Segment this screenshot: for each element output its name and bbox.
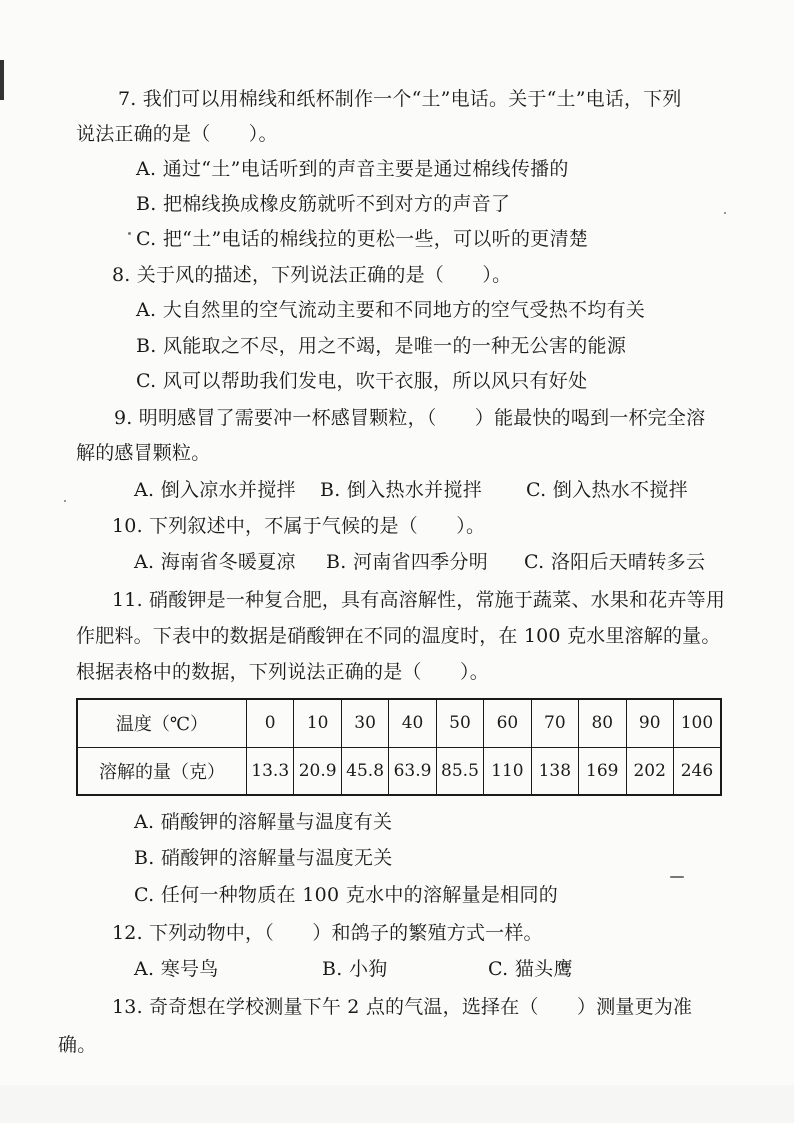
q12-stem-line1: 12. 下列动物中，（ ）和鸽子的繁殖方式一样。	[112, 922, 543, 944]
page-bottom-margin	[0, 1085, 794, 1123]
table-row-amount	[77, 747, 721, 795]
q9-stem-line2: 解的感冒颗粒。	[76, 442, 211, 464]
table-cell-temp: 50	[436, 699, 483, 747]
q13-stem-line2: 确。	[58, 1034, 97, 1056]
q7-stem-line2: 说法正确的是（ ）。	[76, 123, 278, 145]
q11-option-c: C. 任何一种物质在 100 克水中的溶解量是相同的	[134, 884, 559, 906]
table-cell-amount: 246	[673, 747, 721, 795]
q8-option-c: C. 风可以帮助我们发电，吹干衣服，所以风只有好处	[136, 370, 588, 392]
q11-option-b: B. 硝酸钾的溶解量与温度无关	[134, 847, 393, 869]
q9-option-c: C. 倒入热水不搅拌	[526, 479, 688, 501]
scan-speck	[724, 212, 726, 214]
q8-option-b: B. 风能取之不尽，用之不竭，是唯一的一种无公害的能源	[136, 335, 627, 357]
table-header-amount: 溶解的量（克）	[77, 747, 247, 795]
q9-stem-line1: 9. 明明感冒了需要冲一杯感冒颗粒，（ ）能最快的喝到一杯完全溶	[114, 407, 706, 429]
table-cell-temp: 100	[673, 699, 721, 747]
table-cell-amount: 20.9	[294, 747, 341, 795]
scan-speck	[128, 232, 131, 235]
table-cell-temp: 40	[389, 699, 436, 747]
q8-option-a: A. 大自然里的空气流动主要和不同地方的空气受热不均有关	[136, 299, 646, 321]
table-cell-temp: 30	[341, 699, 388, 747]
q10-option-b: B. 河南省四季分明	[326, 551, 489, 573]
table-cell-temp: 80	[579, 699, 626, 747]
table-cell-amount: 63.9	[389, 747, 436, 795]
q12-option-a: A. 寒号鸟	[134, 958, 219, 980]
table-cell-amount: 138	[531, 747, 578, 795]
scan-edge-mark	[0, 60, 4, 100]
q11-stem-line3: 根据表格中的数据，下列说法正确的是（ ）。	[76, 661, 489, 683]
table-cell-temp: 60	[484, 699, 531, 747]
q12-option-b: B. 小狗	[322, 958, 388, 980]
table-cell-temp: 70	[531, 699, 578, 747]
q11-stem-line2: 作肥料。下表中的数据是硝酸钾在不同的温度时，在 100 克水里溶解的量。	[76, 625, 721, 647]
table-row-temperature	[77, 699, 721, 747]
table-cell-amount: 13.3	[247, 747, 294, 795]
q11-option-a: A. 硝酸钾的溶解量与温度有关	[134, 811, 393, 833]
table-cell-temp: 0	[247, 699, 294, 747]
q13-stem-line1: 13. 奇奇想在学校测量下午 2 点的气温，选择在（ ）测量更为准	[112, 996, 693, 1018]
q11-stem-line1: 11. 硝酸钾是一种复合肥，具有高溶解性，常施于蔬菜、水果和花卉等用	[112, 589, 726, 611]
table-cell-temp: 90	[626, 699, 673, 747]
scan-speck	[64, 500, 66, 502]
table-cell-amount: 45.8	[341, 747, 388, 795]
q8-stem-line1: 8. 关于风的描述，下列说法正确的是（ ）。	[112, 264, 512, 286]
q7-option-c: C. 把“土”电话的棉线拉的更松一些，可以听的更清楚	[136, 228, 589, 250]
scan-speck	[670, 876, 684, 878]
table-cell-amount: 202	[626, 747, 673, 795]
table-cell-amount: 169	[579, 747, 626, 795]
q7-option-b: B. 把棉线换成橡皮筋就听不到对方的声音了	[136, 193, 511, 215]
table-header-temperature: 温度（℃）	[77, 699, 247, 747]
table-cell-amount: 110	[484, 747, 531, 795]
q10-stem-line1: 10. 下列叙述中，不属于气候的是（ ）。	[112, 515, 486, 537]
q9-option-b: B. 倒入热水并搅拌	[320, 479, 483, 501]
q10-option-c: C. 洛阳后天晴转多云	[524, 551, 706, 573]
table-cell-temp: 10	[294, 699, 341, 747]
q7-option-a: A. 通过“土”电话听到的声音主要是通过棉线传播的	[136, 158, 569, 180]
solubility-table	[76, 698, 722, 796]
table-cell-amount: 85.5	[436, 747, 483, 795]
q12-option-c: C. 猫头鹰	[488, 958, 573, 980]
q9-option-a: A. 倒入凉水并搅拌	[134, 479, 296, 501]
q10-option-a: A. 海南省冬暖夏凉	[134, 551, 296, 573]
q7-stem-line1: 7. 我们可以用棉线和纸杯制作一个“土”电话。关于“土”电话，下列	[118, 88, 682, 110]
